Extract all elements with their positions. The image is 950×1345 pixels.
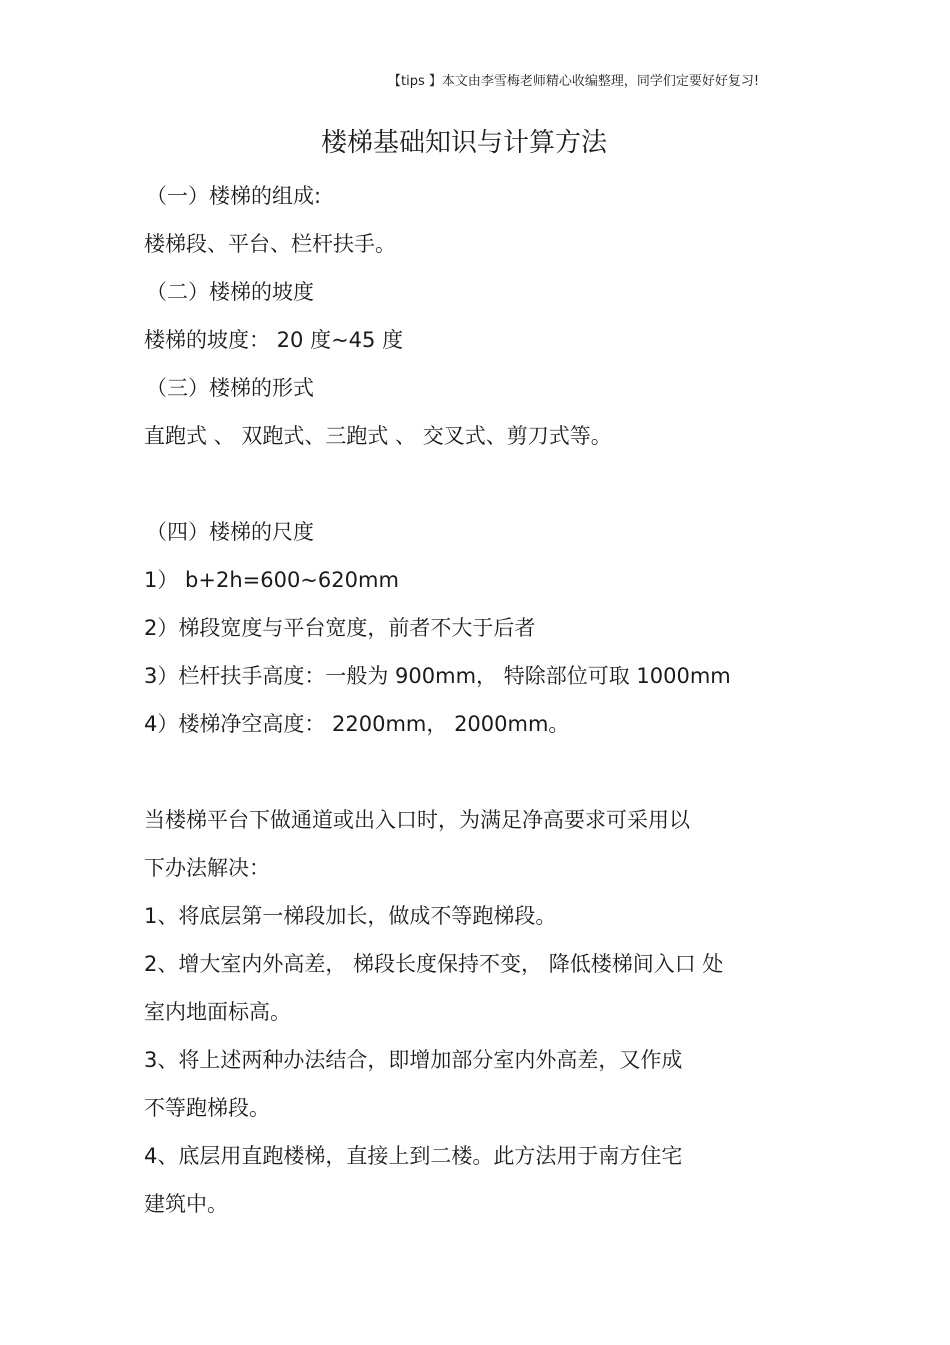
- section-heading-4: （四）楼梯的尺度: [146, 520, 314, 544]
- list-item: 2）梯段宽度与平台宽度，前者不大于后者: [144, 616, 536, 640]
- page-title: 楼梯基础知识与计算方法: [320, 128, 607, 158]
- list-item: 3）栏杆扶手高度：一般为 900mm， 特除部位可取 1000mm: [144, 664, 731, 688]
- section-body-3: 直跑式 、 双跑式、三跑式 、 交叉式、剪刀式等。: [144, 424, 612, 448]
- list-item: 1、将底层第一梯段加长，做成不等跑梯段。: [144, 904, 557, 928]
- section-heading-1: （一）楼梯的组成:: [146, 184, 322, 208]
- header-tip: 【tips 】本文由李雪梅老师精心收编整理，同学们定要好好复习!: [388, 74, 760, 89]
- list-item: 4、底层用直跑楼梯，直接上到二楼。此方法用于南方住宅: [144, 1144, 683, 1168]
- list-item: 4）楼梯净空高度： 2200mm， 2000mm。: [144, 712, 570, 736]
- section-body-1: 楼梯段、平台、栏杆扶手。: [144, 232, 396, 256]
- paragraph-line: 当楼梯平台下做通道或出入口时，为满足净高要求可采用以: [144, 808, 690, 832]
- section-heading-3: （三）楼梯的形式: [146, 376, 314, 400]
- list-item: 室内地面标高。: [144, 1000, 291, 1024]
- list-item: 2、增大室内外高差， 梯段长度保持不变， 降低楼梯间入口 处: [144, 952, 724, 976]
- list-item: 1） b+2h=600~620mm: [144, 568, 399, 592]
- list-item: 3、将上述两种办法结合，即增加部分室内外高差，又作成: [144, 1048, 683, 1072]
- section-heading-2: （二）楼梯的坡度: [146, 280, 314, 304]
- section-body-2: 楼梯的坡度： 20 度~45 度: [144, 328, 404, 352]
- list-item: 建筑中。: [144, 1192, 228, 1216]
- list-item: 不等跑梯段。: [144, 1096, 270, 1120]
- paragraph-line: 下办法解决：: [144, 856, 270, 880]
